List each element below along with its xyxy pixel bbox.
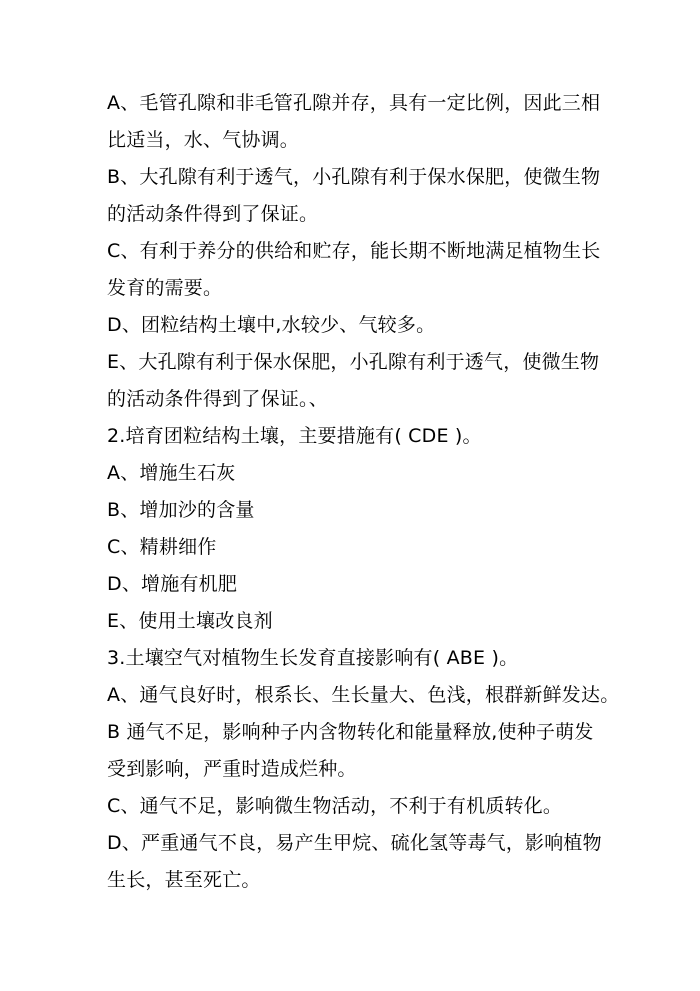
answer-option: D、增施有机肥	[107, 573, 238, 595]
text-line: 发育的需要。	[107, 277, 223, 299]
answer-option: C、精耕细作	[107, 536, 217, 558]
answer-option: C、通气不足，影响微生物活动，不利于有机质转化。	[107, 795, 563, 817]
text-line: C、有利于养分的供给和贮存，能长期不断地满足植物生长	[107, 240, 601, 262]
text-line: E、大孔隙有利于保水保肥，小孔隙有利于透气，使微生物	[107, 351, 600, 373]
text-line: A、毛管孔隙和非毛管孔隙并存，具有一定比例，因此三相	[107, 92, 601, 114]
text-line: D、团粒结构土壤中,水较少、气较多。	[107, 314, 436, 336]
answer-option: 受到影响，严重时造成烂种。	[107, 758, 357, 780]
text-line: 比适当，水、气协调。	[107, 129, 300, 151]
answer-option: B、增加沙的含量	[107, 499, 255, 521]
text-line: 的活动条件得到了保证。、	[107, 388, 328, 410]
question-heading: 3.土壤空气对植物生长发育直接影响有( ABE )。	[107, 647, 519, 669]
answer-option: A、增施生石灰	[107, 462, 236, 484]
answer-option: B 通气不足，影响种子内含物转化和能量释放,使种子萌发	[107, 721, 594, 743]
question-heading: 2.培育团粒结构土壤，主要措施有( CDE )。	[107, 425, 482, 447]
answer-option: E、使用土壤改良剂	[107, 610, 273, 632]
answer-option: D、严重通气不良，易产生甲烷、硫化氢等毒气，影响植物	[107, 832, 602, 854]
answer-option: 生长，甚至死亡。	[107, 869, 261, 891]
text-line: 的活动条件得到了保证。	[107, 203, 319, 225]
answer-option: A、通气良好时，根系长、生长量大、色浅，根群新鲜发达。	[107, 684, 620, 706]
text-line: B、大孔隙有利于透气，小孔隙有利于保水保肥，使微生物	[107, 166, 601, 188]
